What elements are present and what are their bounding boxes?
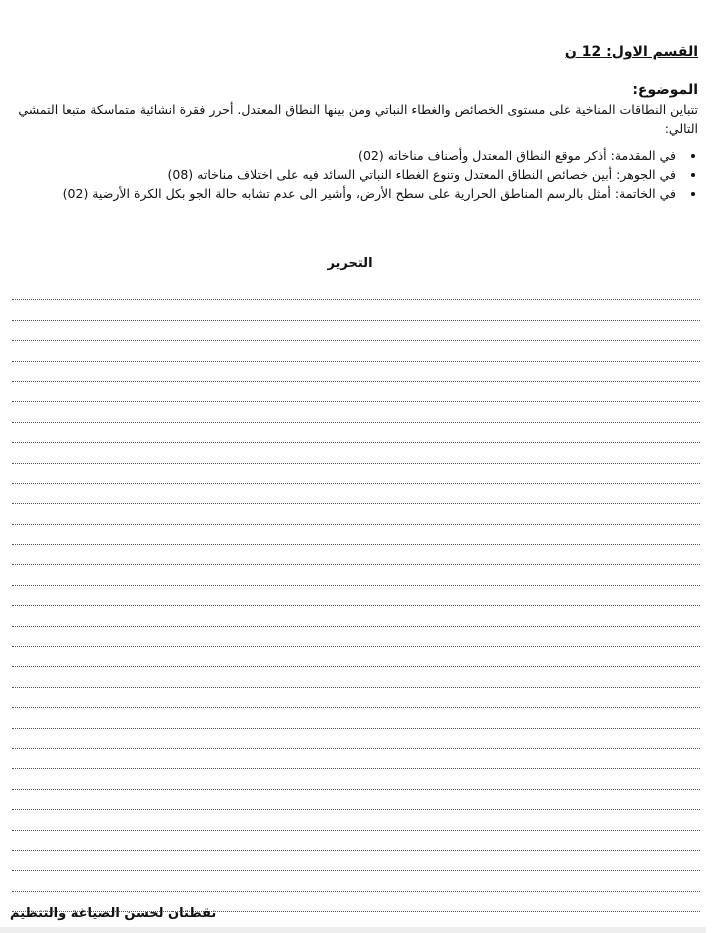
instruction-list [10, 146, 698, 203]
writing-line [12, 647, 700, 667]
list-item: • في الجوهر: أبين خصائص النطاق المعتدل وتنوع الغطاء النباتي السائد فيه على اختلاف مناخاته (08) [10, 165, 680, 184]
writing-line [12, 341, 700, 361]
writing-line [12, 525, 700, 545]
list-item: • في الخاتمة: أمثل بالرسم المناطق الحرارية على سطح الأرض، وأشير الى عدم تشابه حالة الجو بكل الكرة الأرضية (02) [10, 184, 680, 203]
list-item: • في المقدمة: أذكر موقع النطاق المعتدل وأصناف مناخاته (02) [10, 146, 680, 165]
writing-line [12, 790, 700, 810]
writing-line [12, 708, 700, 728]
writing-line [12, 627, 700, 647]
section-title: القسم الاول: 12 ن [564, 44, 698, 60]
writing-line [12, 280, 700, 300]
writing-line [12, 504, 700, 524]
writing-line [12, 300, 700, 320]
writing-line [12, 545, 700, 565]
writing-line [12, 769, 700, 789]
writing-line [12, 729, 700, 749]
writing-line [12, 688, 700, 708]
writing-line [12, 362, 700, 382]
page-edge [0, 927, 706, 933]
writing-line [12, 402, 700, 422]
writing-line [12, 443, 700, 463]
writing-line [12, 586, 700, 606]
writing-line [12, 423, 700, 443]
writing-line [12, 831, 700, 851]
writing-line [12, 871, 700, 891]
writing-line [12, 749, 700, 769]
writing-title: التحرير [327, 256, 373, 271]
writing-line [12, 484, 700, 504]
footer-note: نقطتان لحسن الصياغة والتنظيم [10, 906, 217, 921]
writing-lines [12, 280, 700, 912]
subject-label: الموضوع: [632, 82, 698, 98]
writing-line [12, 565, 700, 585]
writing-line [12, 667, 700, 687]
subject-text: تتباين النطاقات المناخية على مستوى الخصائص والغطاء النباتي ومن بينها النطاق المعتدل. أحرر فقرة انشائية متماسكة متبعا التمشي التالي: [18, 102, 698, 136]
writing-line [12, 810, 700, 830]
writing-line [12, 606, 700, 626]
writing-line [12, 321, 700, 341]
writing-line [12, 382, 700, 402]
writing-line [12, 851, 700, 871]
writing-line [12, 464, 700, 484]
